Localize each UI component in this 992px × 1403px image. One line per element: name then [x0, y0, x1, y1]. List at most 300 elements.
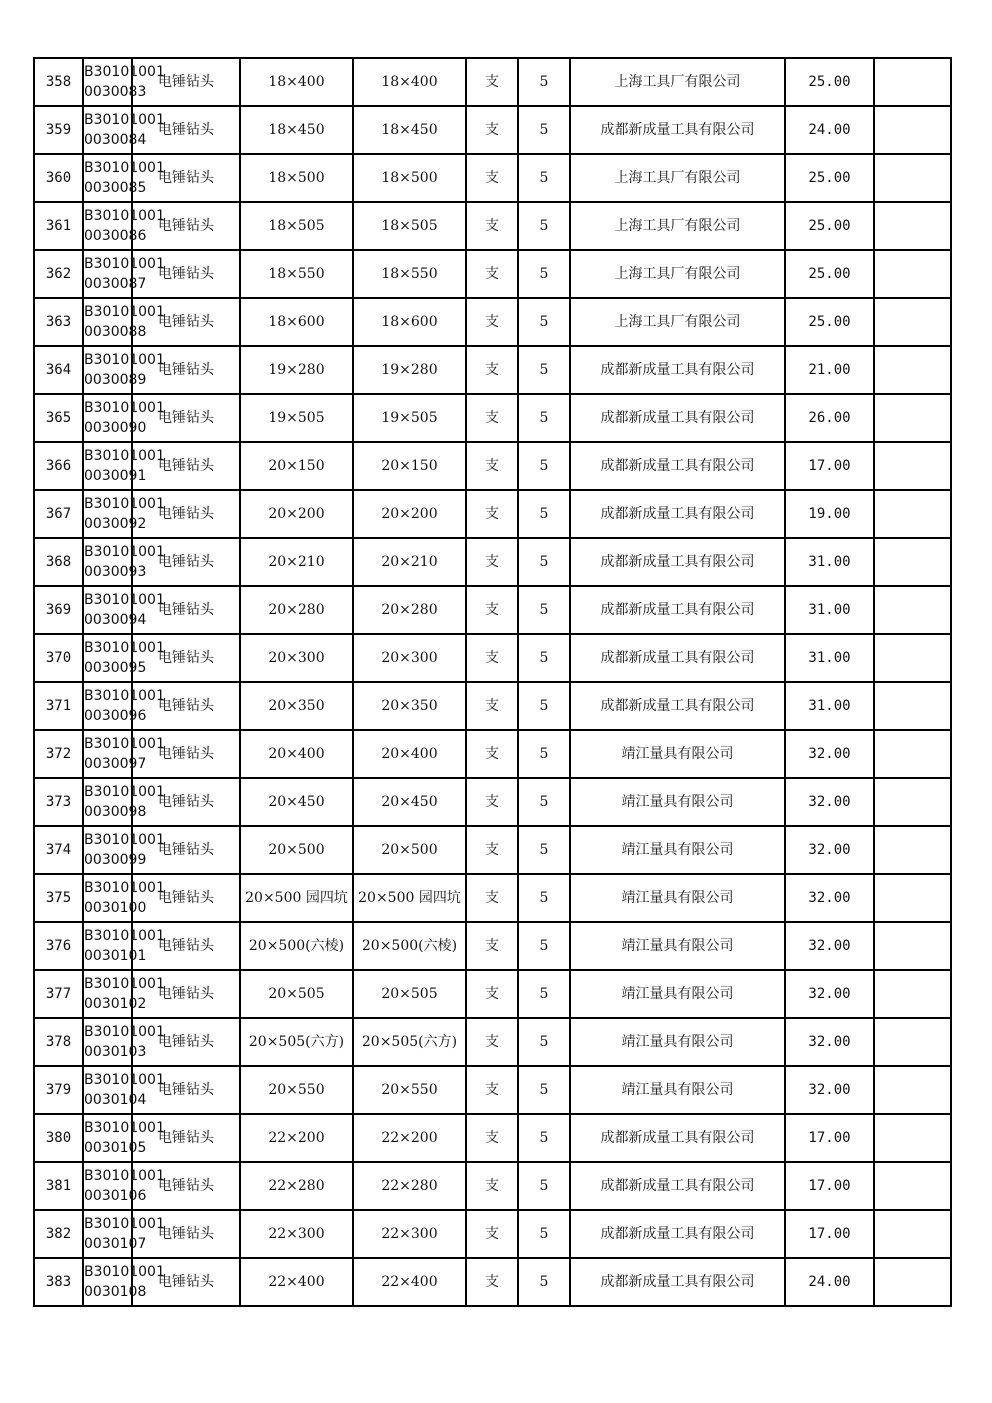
cell-price: 25.00 — [785, 250, 874, 298]
cell-supplier: 靖江量具有限公司 — [570, 1018, 785, 1066]
table-row — [34, 874, 951, 922]
cell-quantity: 5 — [518, 1162, 570, 1210]
cell-quantity: 5 — [518, 874, 570, 922]
cell-item-code — [83, 826, 165, 874]
cell-quantity: 5 — [518, 346, 570, 394]
cell-model: 18×500 — [353, 154, 466, 202]
cell-spec: 22×280 — [240, 1162, 353, 1210]
cell-quantity: 5 — [518, 1210, 570, 1258]
cell-model: 22×300 — [353, 1210, 466, 1258]
item-code-line: B30101001 — [84, 928, 165, 944]
cell-spec: 18×550 — [240, 250, 353, 298]
cell-unit: 支 — [466, 394, 518, 442]
cell-serial-no: 383 — [34, 1258, 83, 1306]
cell-price: 25.00 — [785, 58, 874, 106]
cell-unit: 支 — [466, 922, 518, 970]
cell-item-code — [83, 586, 165, 634]
cell-model: 22×400 — [353, 1258, 466, 1306]
cell-model: 20×500 — [353, 826, 466, 874]
table-row — [34, 778, 951, 826]
cell-spec: 19×280 — [240, 346, 353, 394]
item-code-line: 0030106 — [84, 1188, 147, 1204]
item-code-line: 0030104 — [84, 1092, 147, 1108]
item-code-line: B30101001 — [84, 400, 165, 416]
cell-remark — [874, 922, 951, 970]
cell-unit: 支 — [466, 586, 518, 634]
cell-model: 22×280 — [353, 1162, 466, 1210]
cell-unit: 支 — [466, 154, 518, 202]
item-code-line: B30101001 — [84, 1168, 165, 1184]
cell-price: 17.00 — [785, 442, 874, 490]
cell-serial-no: 368 — [34, 538, 83, 586]
cell-model: 18×505 — [353, 202, 466, 250]
item-code-line: 0030083 — [84, 84, 147, 100]
cell-serial-no: 363 — [34, 298, 83, 346]
cell-serial-no: 360 — [34, 154, 83, 202]
cell-item-name: 电锤钻头 — [132, 586, 240, 634]
table-row — [34, 1162, 951, 1210]
table-row — [34, 58, 951, 106]
cell-item-code — [83, 1162, 165, 1210]
table-body — [34, 58, 951, 1306]
cell-serial-no: 369 — [34, 586, 83, 634]
item-code-line: 0030091 — [84, 468, 147, 484]
table-row — [34, 970, 951, 1018]
cell-quantity: 5 — [518, 778, 570, 826]
item-code-line: B30101001 — [84, 880, 165, 896]
cell-remark — [874, 1114, 951, 1162]
cell-serial-no: 365 — [34, 394, 83, 442]
cell-model: 20×300 — [353, 634, 466, 682]
table-row — [34, 298, 951, 346]
cell-remark — [874, 490, 951, 538]
cell-unit: 支 — [466, 778, 518, 826]
cell-unit: 支 — [466, 442, 518, 490]
cell-item-name: 电锤钻头 — [132, 1018, 240, 1066]
cell-item-name: 电锤钻头 — [132, 730, 240, 778]
cell-serial-no: 364 — [34, 346, 83, 394]
item-code-line: 0030102 — [84, 996, 147, 1012]
item-code-line: B30101001 — [84, 256, 165, 272]
cell-spec: 20×500 — [240, 826, 353, 874]
cell-price: 31.00 — [785, 586, 874, 634]
cell-item-name: 电锤钻头 — [132, 874, 240, 922]
cell-remark — [874, 682, 951, 730]
cell-unit: 支 — [466, 730, 518, 778]
cell-unit: 支 — [466, 1210, 518, 1258]
item-code-line: 0030096 — [84, 708, 147, 724]
cell-item-name: 电锤钻头 — [132, 826, 240, 874]
cell-item-name: 电锤钻头 — [132, 1162, 240, 1210]
cell-price: 17.00 — [785, 1162, 874, 1210]
price-table — [33, 57, 952, 1307]
cell-supplier: 成都新成量工具有限公司 — [570, 1162, 785, 1210]
cell-spec: 20×280 — [240, 586, 353, 634]
cell-item-code — [83, 874, 165, 922]
cell-unit: 支 — [466, 970, 518, 1018]
cell-model: 19×505 — [353, 394, 466, 442]
cell-model: 22×200 — [353, 1114, 466, 1162]
cell-item-name: 电锤钻头 — [132, 346, 240, 394]
cell-model: 18×550 — [353, 250, 466, 298]
cell-quantity: 5 — [518, 586, 570, 634]
cell-spec: 20×350 — [240, 682, 353, 730]
cell-quantity: 5 — [518, 58, 570, 106]
cell-unit: 支 — [466, 1018, 518, 1066]
cell-model: 20×280 — [353, 586, 466, 634]
cell-item-code — [83, 1114, 165, 1162]
cell-quantity: 5 — [518, 970, 570, 1018]
cell-quantity: 5 — [518, 538, 570, 586]
cell-price: 32.00 — [785, 826, 874, 874]
cell-remark — [874, 154, 951, 202]
cell-supplier: 成都新成量工具有限公司 — [570, 106, 785, 154]
cell-price: 31.00 — [785, 682, 874, 730]
cell-item-code — [83, 922, 165, 970]
cell-unit: 支 — [466, 106, 518, 154]
cell-quantity: 5 — [518, 202, 570, 250]
cell-supplier: 成都新成量工具有限公司 — [570, 1258, 785, 1306]
item-code-line: 0030089 — [84, 372, 147, 388]
cell-unit: 支 — [466, 538, 518, 586]
cell-remark — [874, 1018, 951, 1066]
cell-model: 20×210 — [353, 538, 466, 586]
cell-remark — [874, 634, 951, 682]
item-code-line: B30101001 — [84, 304, 165, 320]
cell-model: 18×450 — [353, 106, 466, 154]
cell-price: 17.00 — [785, 1114, 874, 1162]
cell-supplier: 上海工具厂有限公司 — [570, 250, 785, 298]
cell-remark — [874, 106, 951, 154]
cell-remark — [874, 730, 951, 778]
cell-serial-no: 381 — [34, 1162, 83, 1210]
cell-price: 21.00 — [785, 346, 874, 394]
cell-supplier: 成都新成量工具有限公司 — [570, 682, 785, 730]
cell-spec: 20×505 — [240, 970, 353, 1018]
cell-item-name: 电锤钻头 — [132, 778, 240, 826]
cell-unit: 支 — [466, 826, 518, 874]
cell-quantity: 5 — [518, 826, 570, 874]
table-row — [34, 1018, 951, 1066]
cell-remark — [874, 1210, 951, 1258]
cell-item-name: 电锤钻头 — [132, 970, 240, 1018]
item-code-line: 0030093 — [84, 564, 147, 580]
cell-price: 32.00 — [785, 1066, 874, 1114]
cell-item-code — [83, 154, 165, 202]
cell-supplier: 靖江量具有限公司 — [570, 1066, 785, 1114]
cell-price: 24.00 — [785, 106, 874, 154]
item-code-line: 0030100 — [84, 900, 147, 916]
cell-supplier: 靖江量具有限公司 — [570, 874, 785, 922]
cell-remark — [874, 874, 951, 922]
cell-item-code — [83, 106, 165, 154]
cell-spec: 20×505(六方) — [240, 1018, 353, 1066]
cell-item-code — [83, 1258, 165, 1306]
cell-item-name: 电锤钻头 — [132, 442, 240, 490]
cell-model: 20×200 — [353, 490, 466, 538]
cell-price: 31.00 — [785, 634, 874, 682]
item-code-line: B30101001 — [84, 1024, 165, 1040]
cell-price: 19.00 — [785, 490, 874, 538]
cell-item-name: 电锤钻头 — [132, 58, 240, 106]
table-row — [34, 202, 951, 250]
cell-model: 20×400 — [353, 730, 466, 778]
cell-serial-no: 371 — [34, 682, 83, 730]
cell-spec: 19×505 — [240, 394, 353, 442]
cell-remark — [874, 346, 951, 394]
cell-model: 20×500(六棱) — [353, 922, 466, 970]
table-row — [34, 538, 951, 586]
cell-quantity: 5 — [518, 922, 570, 970]
cell-item-name: 电锤钻头 — [132, 250, 240, 298]
cell-remark — [874, 442, 951, 490]
cell-price: 24.00 — [785, 1258, 874, 1306]
cell-serial-no: 376 — [34, 922, 83, 970]
cell-item-code — [83, 538, 165, 586]
cell-remark — [874, 970, 951, 1018]
cell-supplier: 靖江量具有限公司 — [570, 922, 785, 970]
table-row — [34, 106, 951, 154]
cell-remark — [874, 202, 951, 250]
cell-spec: 18×505 — [240, 202, 353, 250]
item-code-line: B30101001 — [84, 496, 165, 512]
cell-serial-no: 367 — [34, 490, 83, 538]
cell-item-name: 电锤钻头 — [132, 394, 240, 442]
cell-item-code — [83, 394, 165, 442]
cell-serial-no: 366 — [34, 442, 83, 490]
cell-unit: 支 — [466, 682, 518, 730]
item-code-line: B30101001 — [84, 1216, 165, 1232]
item-code-line: B30101001 — [84, 112, 165, 128]
item-code-line: B30101001 — [84, 1072, 165, 1088]
cell-quantity: 5 — [518, 250, 570, 298]
cell-item-name: 电锤钻头 — [132, 202, 240, 250]
cell-spec: 18×600 — [240, 298, 353, 346]
cell-model: 20×350 — [353, 682, 466, 730]
cell-serial-no: 370 — [34, 634, 83, 682]
cell-unit: 支 — [466, 346, 518, 394]
item-code-line: B30101001 — [84, 160, 165, 176]
table-row — [34, 1210, 951, 1258]
item-code-line: B30101001 — [84, 784, 165, 800]
cell-item-code — [83, 1018, 165, 1066]
cell-supplier: 成都新成量工具有限公司 — [570, 1210, 785, 1258]
cell-item-name: 电锤钻头 — [132, 634, 240, 682]
item-code-line: 0030103 — [84, 1044, 147, 1060]
cell-price: 26.00 — [785, 394, 874, 442]
cell-serial-no: 373 — [34, 778, 83, 826]
table-row — [34, 250, 951, 298]
cell-remark — [874, 394, 951, 442]
cell-item-name: 电锤钻头 — [132, 154, 240, 202]
cell-item-name: 电锤钻头 — [132, 106, 240, 154]
item-code-line: B30101001 — [84, 1120, 165, 1136]
item-code-line: B30101001 — [84, 64, 165, 80]
cell-spec: 20×450 — [240, 778, 353, 826]
cell-unit: 支 — [466, 250, 518, 298]
cell-serial-no: 372 — [34, 730, 83, 778]
cell-quantity: 5 — [518, 682, 570, 730]
item-code-line: B30101001 — [84, 976, 165, 992]
cell-model: 20×500 园四坑 — [353, 874, 466, 922]
cell-remark — [874, 298, 951, 346]
cell-unit: 支 — [466, 874, 518, 922]
cell-supplier: 靖江量具有限公司 — [570, 826, 785, 874]
item-code-line: B30101001 — [84, 352, 165, 368]
cell-supplier: 靖江量具有限公司 — [570, 730, 785, 778]
cell-serial-no: 362 — [34, 250, 83, 298]
cell-price: 32.00 — [785, 778, 874, 826]
cell-serial-no: 378 — [34, 1018, 83, 1066]
table-row — [34, 922, 951, 970]
cell-model: 20×505 — [353, 970, 466, 1018]
cell-supplier: 成都新成量工具有限公司 — [570, 586, 785, 634]
item-code-line: 0030108 — [84, 1284, 147, 1300]
cell-model: 18×600 — [353, 298, 466, 346]
cell-quantity: 5 — [518, 442, 570, 490]
cell-item-code — [83, 442, 165, 490]
cell-quantity: 5 — [518, 1258, 570, 1306]
cell-serial-no: 380 — [34, 1114, 83, 1162]
cell-supplier: 上海工具厂有限公司 — [570, 154, 785, 202]
item-code-line: 0030092 — [84, 516, 147, 532]
cell-unit: 支 — [466, 1066, 518, 1114]
cell-price: 32.00 — [785, 970, 874, 1018]
cell-unit: 支 — [466, 1114, 518, 1162]
cell-item-code — [83, 970, 165, 1018]
table-row — [34, 586, 951, 634]
cell-spec: 20×200 — [240, 490, 353, 538]
cell-item-code — [83, 1210, 165, 1258]
cell-unit: 支 — [466, 634, 518, 682]
cell-price: 17.00 — [785, 1210, 874, 1258]
cell-price: 25.00 — [785, 154, 874, 202]
cell-supplier: 成都新成量工具有限公司 — [570, 1114, 785, 1162]
cell-item-code — [83, 682, 165, 730]
cell-price: 25.00 — [785, 298, 874, 346]
cell-item-code — [83, 1066, 165, 1114]
cell-serial-no: 379 — [34, 1066, 83, 1114]
cell-price: 31.00 — [785, 538, 874, 586]
cell-item-code — [83, 730, 165, 778]
item-code-line: 0030094 — [84, 612, 147, 628]
item-code-line: B30101001 — [84, 544, 165, 560]
cell-item-code — [83, 250, 165, 298]
cell-item-name: 电锤钻头 — [132, 1210, 240, 1258]
cell-model: 20×450 — [353, 778, 466, 826]
cell-quantity: 5 — [518, 1114, 570, 1162]
table-row — [34, 346, 951, 394]
cell-spec: 22×300 — [240, 1210, 353, 1258]
cell-item-name: 电锤钻头 — [132, 1066, 240, 1114]
cell-model: 19×280 — [353, 346, 466, 394]
cell-unit: 支 — [466, 298, 518, 346]
item-code-line: B30101001 — [84, 448, 165, 464]
cell-quantity: 5 — [518, 730, 570, 778]
cell-quantity: 5 — [518, 298, 570, 346]
cell-item-code — [83, 490, 165, 538]
item-code-line: B30101001 — [84, 592, 165, 608]
item-code-line: 0030086 — [84, 228, 147, 244]
cell-item-name: 电锤钻头 — [132, 490, 240, 538]
cell-quantity: 5 — [518, 634, 570, 682]
cell-supplier: 成都新成量工具有限公司 — [570, 394, 785, 442]
cell-serial-no: 377 — [34, 970, 83, 1018]
cell-supplier: 靖江量具有限公司 — [570, 778, 785, 826]
table-row — [34, 442, 951, 490]
item-code-line: B30101001 — [84, 688, 165, 704]
item-code-line: B30101001 — [84, 832, 165, 848]
cell-spec: 22×200 — [240, 1114, 353, 1162]
item-code-line: 0030087 — [84, 276, 147, 292]
cell-item-name: 电锤钻头 — [132, 922, 240, 970]
cell-spec: 18×500 — [240, 154, 353, 202]
cell-spec: 20×400 — [240, 730, 353, 778]
cell-model: 20×550 — [353, 1066, 466, 1114]
item-code-line: 0030095 — [84, 660, 147, 676]
cell-spec: 20×500(六棱) — [240, 922, 353, 970]
cell-spec: 22×400 — [240, 1258, 353, 1306]
cell-supplier: 上海工具厂有限公司 — [570, 58, 785, 106]
cell-spec: 20×210 — [240, 538, 353, 586]
cell-supplier: 上海工具厂有限公司 — [570, 202, 785, 250]
table-row — [34, 730, 951, 778]
cell-remark — [874, 538, 951, 586]
cell-remark — [874, 1258, 951, 1306]
cell-item-code — [83, 778, 165, 826]
cell-supplier: 成都新成量工具有限公司 — [570, 538, 785, 586]
item-code-line: 0030085 — [84, 180, 147, 196]
cell-quantity: 5 — [518, 490, 570, 538]
cell-serial-no: 361 — [34, 202, 83, 250]
cell-unit: 支 — [466, 202, 518, 250]
cell-spec: 18×450 — [240, 106, 353, 154]
cell-unit: 支 — [466, 1162, 518, 1210]
cell-spec: 20×500 园四坑 — [240, 874, 353, 922]
item-code-line: 0030098 — [84, 804, 147, 820]
item-code-line: 0030090 — [84, 420, 147, 436]
cell-supplier: 成都新成量工具有限公司 — [570, 346, 785, 394]
item-code-line: 0030099 — [84, 852, 147, 868]
cell-item-code — [83, 634, 165, 682]
table-row — [34, 154, 951, 202]
item-code-line: 0030107 — [84, 1236, 147, 1252]
item-code-line: 0030105 — [84, 1140, 147, 1156]
cell-serial-no: 375 — [34, 874, 83, 922]
cell-price: 25.00 — [785, 202, 874, 250]
cell-serial-no: 358 — [34, 58, 83, 106]
cell-remark — [874, 1066, 951, 1114]
cell-remark — [874, 586, 951, 634]
table-row — [34, 634, 951, 682]
table-row — [34, 1066, 951, 1114]
cell-item-code — [83, 298, 165, 346]
table-row — [34, 682, 951, 730]
cell-item-name: 电锤钻头 — [132, 298, 240, 346]
table-row — [34, 394, 951, 442]
item-code-line: B30101001 — [84, 1264, 165, 1280]
item-code-line: 0030084 — [84, 132, 147, 148]
item-code-line: B30101001 — [84, 640, 165, 656]
cell-unit: 支 — [466, 1258, 518, 1306]
table-row — [34, 1114, 951, 1162]
table-row — [34, 490, 951, 538]
cell-item-name: 电锤钻头 — [132, 1114, 240, 1162]
cell-item-name: 电锤钻头 — [132, 1258, 240, 1306]
cell-supplier: 靖江量具有限公司 — [570, 970, 785, 1018]
cell-quantity: 5 — [518, 1018, 570, 1066]
cell-spec: 20×300 — [240, 634, 353, 682]
